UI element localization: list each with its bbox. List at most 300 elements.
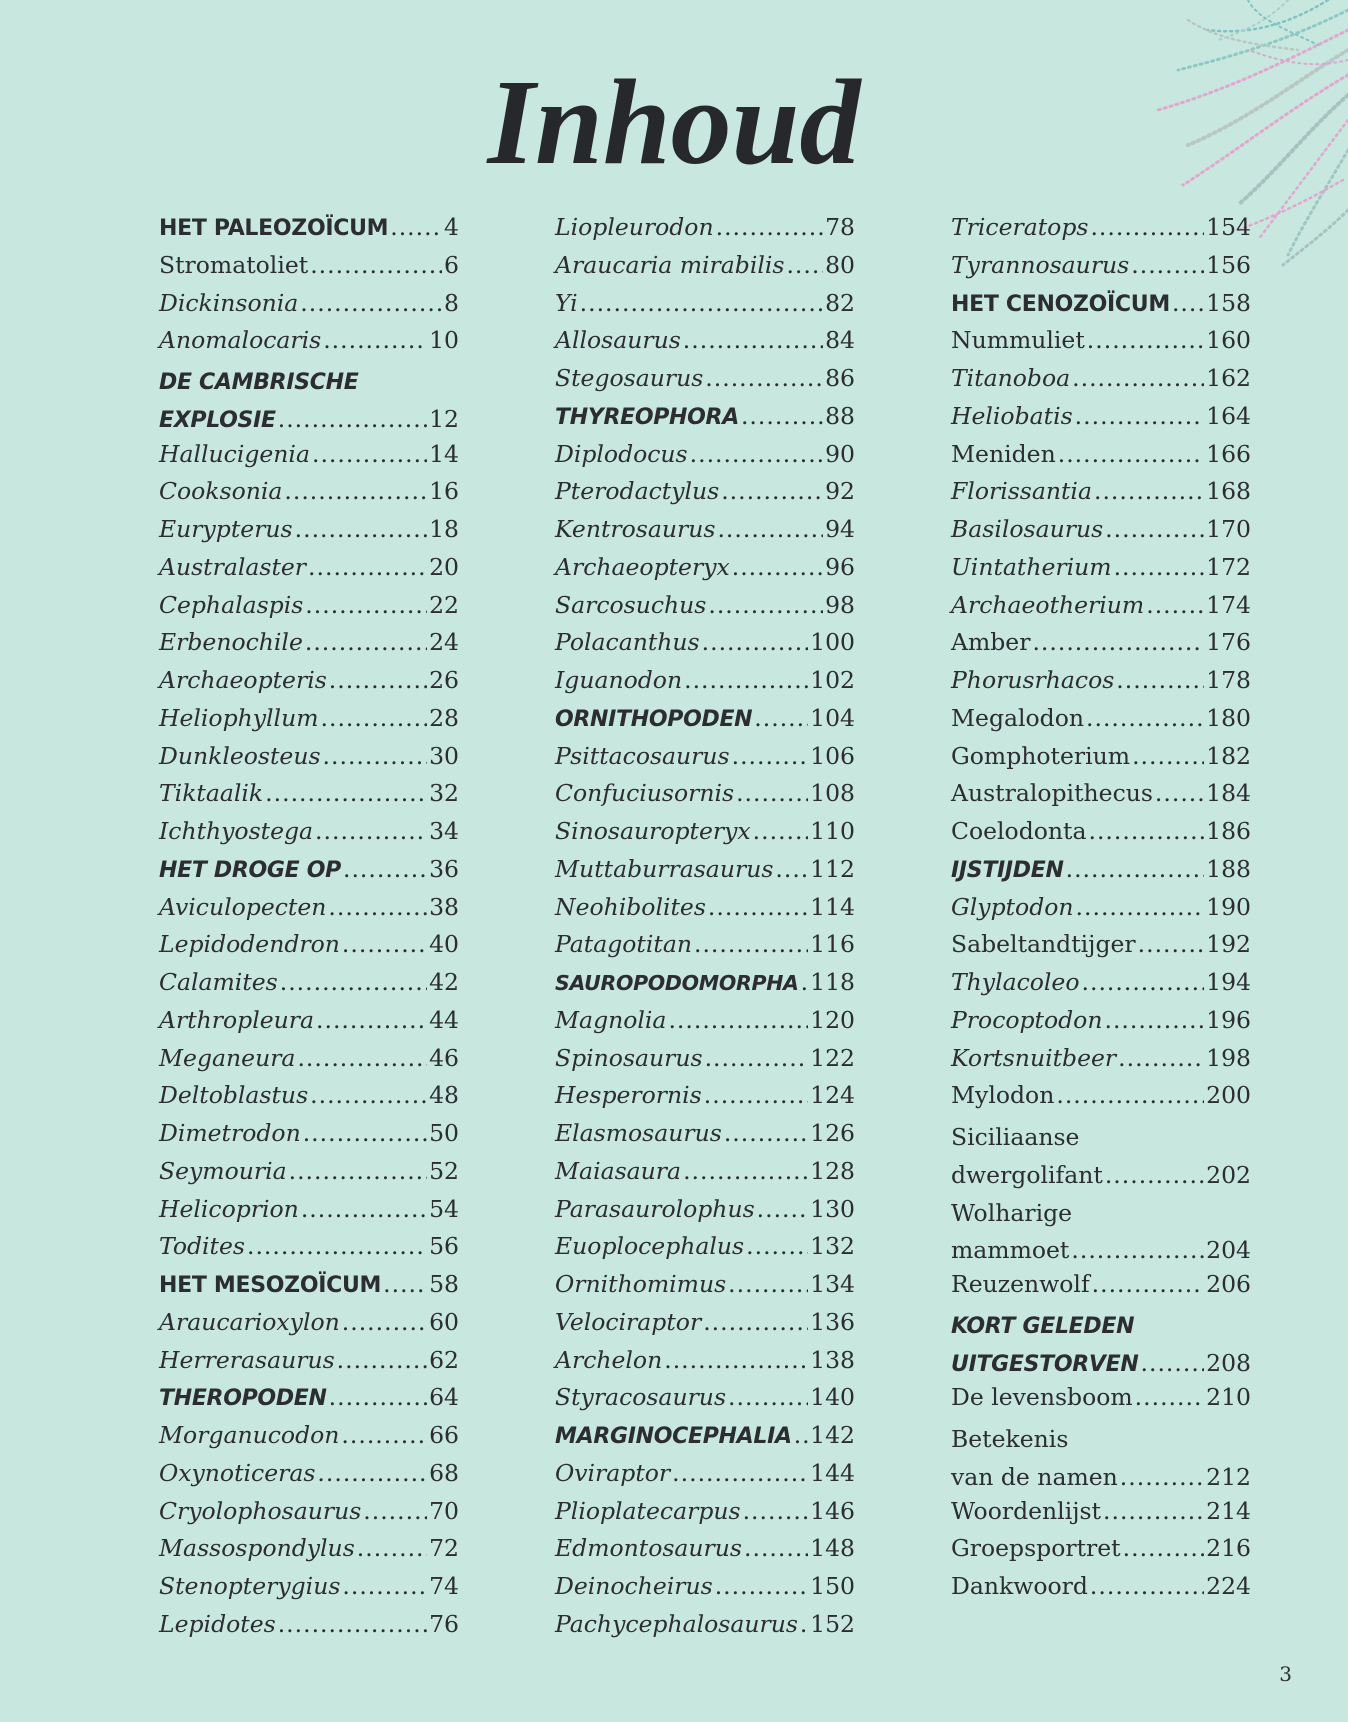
toc-page-number: 116: [810, 930, 855, 959]
toc-page-number: 154: [1206, 213, 1251, 241]
toc-entry: [159, 779, 459, 817]
dot-leader: [1138, 930, 1205, 958]
toc-section-heading: [159, 1270, 459, 1308]
toc-page-number: 12: [429, 404, 459, 433]
toc-entry: [555, 289, 855, 327]
toc-entry: [555, 893, 855, 931]
toc-entry-label: Mylodon: [951, 1081, 1055, 1110]
toc-section-heading: [951, 289, 1251, 327]
toc-entry: [159, 326, 459, 364]
dot-leader: [743, 1497, 809, 1525]
toc-entry-label: Muttaburrasaurus: [555, 854, 774, 883]
toc-entry: [555, 1119, 855, 1157]
toc-entry: [951, 1081, 1251, 1119]
toc-entry-label: HET CENOZOÏCUM: [951, 291, 1170, 317]
toc-page-number: 78: [825, 213, 855, 241]
toc-page-number: 122: [810, 1043, 855, 1072]
toc-entry: [951, 779, 1251, 817]
dot-leader: [265, 779, 427, 807]
toc-entry: [555, 742, 855, 780]
toc-page-number: 176: [1206, 628, 1251, 657]
toc-entry-label: Erbenochile: [159, 628, 303, 657]
toc-page-number: 160: [1206, 326, 1251, 355]
toc-entry-label: Iguanodon: [555, 666, 683, 694]
toc-entry-label: SAUROPODOMORPHA: [555, 971, 799, 995]
toc-entry-label: Seymouria: [159, 1156, 287, 1185]
toc-entry: [159, 251, 459, 289]
dot-leader: [323, 742, 428, 770]
toc-page-number: 120: [810, 1005, 855, 1034]
toc-entry-label: Dunkleosteus: [159, 741, 321, 770]
toc-entry: [555, 553, 855, 591]
toc-entry: [951, 251, 1251, 289]
dot-leader: [702, 628, 809, 656]
toc-entry-label: Stromatoliet: [159, 250, 309, 279]
toc-page-number: 44: [429, 1005, 459, 1034]
toc-page-number: 190: [1206, 892, 1251, 921]
toc-entry-label: Massospondylus: [159, 1534, 355, 1563]
toc-entry-label: Archaeotherium: [951, 590, 1145, 619]
dot-leader: [684, 666, 808, 694]
toc-page-number: 212: [1206, 1462, 1251, 1491]
toc-entry: [555, 1270, 855, 1308]
toc-page-number: 170: [1206, 515, 1251, 543]
toc-entry: [951, 515, 1251, 553]
dot-leader: [363, 1497, 427, 1525]
toc-entry: [555, 666, 855, 704]
toc-entry: [555, 1195, 855, 1233]
dot-leader: [1135, 1383, 1204, 1411]
toc-entry: [159, 1534, 459, 1572]
dot-leader: [1094, 477, 1204, 505]
toc-page-number: 76: [429, 1609, 459, 1638]
toc-entry: [951, 1044, 1251, 1082]
dot-leader: [280, 968, 427, 996]
toc-page-number: 70: [429, 1496, 459, 1525]
toc-page-number: 84: [825, 326, 855, 355]
toc-entry: [159, 1497, 459, 1535]
toc-entry: [159, 1006, 459, 1044]
toc-entry-label: Araucarioxylon: [159, 1307, 340, 1336]
toc-page-number: 62: [429, 1345, 459, 1374]
toc-entry-label: Oviraptor: [555, 1458, 671, 1487]
toc-page-number: 204: [1206, 1236, 1251, 1265]
toc-entry: [951, 968, 1251, 1006]
toc-page-number: 4: [444, 213, 459, 241]
toc-entry-label: HET MESOZOÏCUM: [159, 1273, 382, 1298]
toc-entry: [159, 477, 459, 515]
toc-entry-label: Lepidodendron: [159, 930, 340, 959]
toc-page-number: 104: [810, 703, 855, 732]
dot-leader: [1116, 666, 1204, 694]
dot-leader: [1090, 213, 1204, 241]
toc-entry-label: Archaeopteryx: [555, 552, 730, 581]
dot-leader: [1104, 1006, 1204, 1034]
dot-leader: [703, 1308, 808, 1336]
toc-entry-label: Meniden: [951, 439, 1056, 468]
toc-page-number: 210: [1206, 1383, 1251, 1412]
toc-page-number: 142: [810, 1421, 855, 1449]
toc-entry-label: Woordenlijst: [951, 1496, 1101, 1525]
page-title: Inhoud: [487, 55, 861, 190]
toc-entry-label: Cryolophosaurus: [159, 1496, 362, 1525]
toc-entry: [951, 1119, 1251, 1195]
toc-entry: [555, 477, 855, 515]
toc-entry: [159, 930, 459, 968]
toc-page-number: 80: [825, 250, 855, 279]
toc-entry: [159, 893, 459, 931]
dot-leader: [1082, 968, 1205, 996]
dot-leader: [704, 1081, 808, 1109]
dot-leader: [708, 893, 808, 921]
toc-entry: [159, 591, 459, 629]
toc-entry-label: Yi: [555, 288, 578, 317]
toc-page-number: 216: [1206, 1534, 1251, 1563]
toc-entry-label: De levensboom: [951, 1383, 1133, 1412]
toc-page-number: 172: [1206, 552, 1251, 581]
toc-entry-label: THEROPODEN: [159, 1386, 327, 1412]
toc-entry-label: Maiasaura: [555, 1156, 682, 1185]
toc-entry-label: Stenopterygius: [159, 1572, 341, 1600]
dot-leader: [342, 1308, 427, 1336]
dot-leader: [1141, 1349, 1205, 1377]
toc-entry-last-line: [951, 1232, 1251, 1270]
toc-entry-label: Dankwoord: [951, 1572, 1088, 1600]
toc-page-number: 74: [429, 1572, 459, 1600]
toc-page-number: 22: [429, 590, 459, 619]
dot-leader: [732, 553, 823, 581]
dot-leader: [305, 628, 427, 656]
toc-entry: [951, 1006, 1251, 1044]
toc-page-number: 148: [810, 1534, 855, 1563]
toc-entry-label-line: KORT GELEDEN: [951, 1313, 1135, 1339]
dot-leader: [341, 1421, 427, 1449]
dot-leader: [1123, 1534, 1205, 1562]
toc-entry-last-line: [951, 1157, 1251, 1195]
toc-page-number: 162: [1206, 364, 1251, 392]
toc-entry-label: Arthropleura: [159, 1005, 315, 1034]
dot-leader: [728, 1270, 808, 1298]
dot-leader: [357, 1534, 427, 1562]
toc-entry-label: Confuciusornis: [555, 779, 735, 808]
dot-leader: [746, 1232, 808, 1260]
toc-entry-label: Lepidotes: [159, 1609, 276, 1638]
toc-page-number: 224: [1206, 1572, 1251, 1600]
toc-page-number: 54: [429, 1194, 459, 1223]
toc-entry: [951, 213, 1251, 251]
toc-entry: [555, 1497, 855, 1535]
toc-page-number: 150: [810, 1572, 855, 1600]
toc-page-number: 90: [825, 439, 855, 468]
toc-entry: [555, 1157, 855, 1195]
dot-leader: [317, 1459, 427, 1487]
toc-entry-label: Basilosaurus: [951, 515, 1104, 543]
toc-column-3: [951, 213, 1251, 1610]
toc-entry-label: Kortsnuitbeer: [951, 1043, 1117, 1072]
toc-entry-label: Archaeopteris: [159, 666, 327, 694]
dot-leader: [1172, 289, 1204, 317]
toc-page-number: 130: [810, 1194, 855, 1223]
toc-page-number: 102: [810, 666, 855, 694]
toc-entry-label: Pachycephalosaurus: [555, 1609, 798, 1638]
toc-entry-label: Magnolia: [555, 1005, 667, 1034]
toc-entry: [951, 326, 1251, 364]
toc-page-number: 32: [429, 779, 459, 808]
toc-entry-label: Australopithecus: [951, 779, 1153, 808]
toc-entry-last-line: [951, 1459, 1251, 1497]
toc-page-number: 100: [810, 628, 855, 657]
toc-section-heading: [159, 855, 459, 893]
toc-column-2: [555, 213, 855, 1648]
toc-entry: [555, 1308, 855, 1346]
toc-entry-label: Tiktaalik: [159, 779, 264, 808]
toc-entry-label: Deinocheirus: [555, 1572, 713, 1600]
toc-entry-label: Groepsportret: [951, 1534, 1121, 1563]
page-number: 3: [1279, 1662, 1292, 1686]
toc-entry: [951, 477, 1251, 515]
toc-page-number: 46: [429, 1043, 459, 1072]
toc-entry: [159, 704, 459, 742]
toc-entry-label-line: EXPLOSIE: [159, 407, 276, 433]
toc-entry-label: Allosaurus: [555, 326, 681, 355]
dot-leader: [316, 1006, 427, 1034]
dot-leader: [328, 893, 427, 921]
toc-entry: [159, 1459, 459, 1497]
dot-leader: [1118, 1044, 1204, 1072]
dot-leader: [342, 930, 427, 958]
dot-leader: [1088, 817, 1204, 845]
dot-leader: [321, 704, 428, 732]
toc-page-number: 106: [810, 741, 855, 770]
toc-entry: [159, 1044, 459, 1082]
toc-page-number: 134: [810, 1270, 855, 1298]
toc-entry-label: Triceratops: [951, 213, 1089, 241]
dot-leader: [705, 364, 823, 392]
dot-leader: [278, 1610, 427, 1638]
toc-entry-label: THYREOPHORA: [555, 404, 739, 430]
toc-entry-label: HET DROGE OP: [159, 857, 341, 883]
toc-entry-label: Thylacoleo: [951, 968, 1080, 996]
toc-entry: [951, 817, 1251, 855]
dot-leader: [1086, 704, 1204, 732]
toc-entry-label-line: mammoet: [951, 1236, 1070, 1265]
toc-entry: [951, 440, 1251, 478]
toc-page-number: 66: [429, 1421, 459, 1449]
toc-entry-label: Ornithomimus: [555, 1270, 727, 1298]
dot-leader: [300, 289, 442, 317]
toc-page-number: 56: [429, 1232, 459, 1261]
toc-entry-label-line: Betekenis: [951, 1425, 1069, 1453]
toc-page-number: 186: [1206, 817, 1251, 845]
toc-page-number: 202: [1206, 1160, 1251, 1189]
dot-leader: [323, 326, 427, 354]
toc-page-number: 52: [429, 1156, 459, 1185]
toc-page-number: 184: [1206, 779, 1251, 808]
toc-entry-label: ORNITHOPODEN: [555, 706, 753, 732]
toc-page-number: 94: [825, 515, 855, 543]
dot-leader: [342, 1572, 427, 1600]
toc-entry-label: Sinosauropteryx: [555, 817, 751, 845]
toc-section-heading: [555, 968, 855, 1006]
toc-page-number: 206: [1206, 1270, 1251, 1298]
toc-entry-label: Morganucodon: [159, 1421, 340, 1449]
toc-page-number: 38: [429, 892, 459, 921]
dot-leader: [668, 1006, 808, 1034]
toc-entry: [951, 1421, 1251, 1497]
dot-leader: [1087, 326, 1204, 354]
dot-leader: [1103, 1497, 1204, 1525]
toc-page-number: 36: [429, 854, 459, 883]
toc-page-number: 126: [810, 1119, 855, 1147]
toc-entry: [951, 893, 1251, 931]
toc-page-number: 60: [429, 1307, 459, 1336]
toc-page-number: 138: [810, 1345, 855, 1374]
toc-entry: [555, 1006, 855, 1044]
toc-entry-label: Uintatherium: [951, 552, 1112, 581]
toc-section-heading: [555, 402, 855, 440]
dot-leader: [694, 930, 808, 958]
toc-entry-label: Diplodocus: [555, 439, 688, 468]
toc-page-number: 18: [429, 515, 459, 543]
toc-entry: [951, 1572, 1251, 1610]
dot-leader: [1032, 628, 1204, 656]
toc-page-number: 72: [429, 1534, 459, 1563]
dot-leader: [343, 855, 427, 883]
dot-leader: [295, 515, 427, 543]
dot-leader: [775, 855, 808, 883]
toc-entry: [159, 817, 459, 855]
toc-entry-label-line: Siciliaanse: [951, 1123, 1080, 1151]
toc-page-number: 208: [1206, 1348, 1251, 1377]
dot-leader: [757, 1195, 809, 1223]
toc-entry-label: Glyptodon: [951, 892, 1074, 921]
toc-page-number: 144: [810, 1458, 855, 1487]
toc-entry: [555, 1232, 855, 1270]
toc-entry: [555, 817, 855, 855]
toc-page-number: 118: [810, 968, 855, 996]
dot-leader: [1155, 779, 1204, 807]
toc-entry: [555, 1572, 855, 1610]
toc-page-number: 146: [810, 1496, 855, 1525]
toc-page-number: 168: [1206, 477, 1251, 506]
toc-entry-label: Coelodonta: [951, 817, 1087, 845]
toc-entry: [555, 930, 855, 968]
toc-entry-label: Heliophyllum: [159, 703, 319, 732]
toc-entry-label: Anomalocaris: [159, 326, 322, 355]
toc-entry-label: Spinosaurus: [555, 1043, 703, 1072]
toc-entry: [159, 440, 459, 478]
toc-page-number: 200: [1206, 1081, 1251, 1110]
dot-leader: [801, 968, 809, 996]
toc-page-number: 64: [429, 1383, 459, 1412]
toc-entry: [555, 1044, 855, 1082]
dot-leader: [1131, 251, 1204, 279]
dot-leader: [1090, 1572, 1204, 1600]
dot-leader: [1072, 364, 1204, 392]
toc-page-number: 124: [810, 1081, 855, 1110]
dot-leader: [672, 1459, 808, 1487]
toc-section-heading: [555, 1421, 855, 1459]
dot-leader: [716, 213, 824, 241]
toc-entry-label-line: Wolharige: [951, 1198, 1073, 1227]
toc-page-number: 188: [1206, 854, 1251, 883]
dot-leader: [329, 1383, 427, 1411]
toc-page-number: 178: [1206, 666, 1251, 694]
dot-leader: [690, 440, 823, 468]
dot-leader: [312, 440, 427, 468]
dot-leader: [1076, 893, 1205, 921]
dot-leader: [310, 1081, 427, 1109]
dot-leader: [717, 515, 823, 543]
toc-entry: [951, 930, 1251, 968]
toc-entry: [555, 326, 855, 364]
dot-leader: [289, 1157, 427, 1185]
dot-leader: [1071, 1236, 1204, 1264]
toc-entry-label-line: UITGESTORVEN: [951, 1351, 1139, 1377]
toc-page-number: 180: [1206, 703, 1251, 732]
dot-leader: [308, 553, 427, 581]
toc-page-number: 110: [810, 817, 855, 845]
toc-entry-label: Reuzenwolf: [951, 1270, 1090, 1298]
dot-leader: [786, 251, 823, 279]
toc-page-number: 128: [810, 1156, 855, 1185]
dot-leader: [315, 817, 427, 845]
dot-leader: [741, 402, 823, 430]
toc-entry: [159, 666, 459, 704]
toc-section-heading: [159, 213, 459, 251]
dot-leader: [664, 1346, 808, 1374]
dot-leader: [744, 1534, 808, 1562]
toc-entry: [555, 1346, 855, 1384]
toc-entry: [159, 628, 459, 666]
toc-page-number: 214: [1206, 1496, 1251, 1525]
toc-page-number: 112: [810, 854, 855, 883]
toc-section-heading: [951, 855, 1251, 893]
toc-entry: [159, 1346, 459, 1384]
dot-leader: [1056, 1081, 1204, 1109]
dot-leader: [301, 1195, 427, 1223]
toc-entry: [951, 1270, 1251, 1308]
toc-entry-label: Amber: [951, 628, 1031, 657]
toc-entry: [159, 968, 459, 1006]
toc-entry-label: Heliobatis: [951, 401, 1073, 430]
toc-page-number: 40: [429, 930, 459, 959]
dot-leader: [732, 742, 809, 770]
toc-entry: [555, 1383, 855, 1421]
toc-entry: [555, 1459, 855, 1497]
toc-entry-label: Plioplatecarpus: [555, 1496, 741, 1525]
toc-section-heading: [555, 704, 855, 742]
toc-page-number: 140: [810, 1383, 855, 1412]
toc-entry: [159, 1421, 459, 1459]
dot-leader: [247, 1232, 427, 1260]
dot-leader: [708, 591, 823, 619]
dot-leader: [683, 1157, 808, 1185]
toc-entry-label: Herrerasaurus: [159, 1345, 335, 1374]
toc-entry-label: Deltoblastus: [159, 1081, 309, 1110]
toc-entry-label-line: van de namen: [951, 1462, 1118, 1491]
dot-leader: [753, 817, 808, 845]
toc-entry: [159, 553, 459, 591]
toc-page-number: 34: [429, 817, 459, 845]
toc-entry-label: Australaster: [159, 552, 307, 581]
toc-page-number: 132: [810, 1232, 855, 1261]
toc-page-number: 82: [825, 288, 855, 317]
toc-page-number: 48: [429, 1081, 459, 1110]
toc-entry: [951, 364, 1251, 402]
toc-entry: [159, 1610, 459, 1648]
toc-entry-label: Procoptodon: [951, 1005, 1103, 1034]
